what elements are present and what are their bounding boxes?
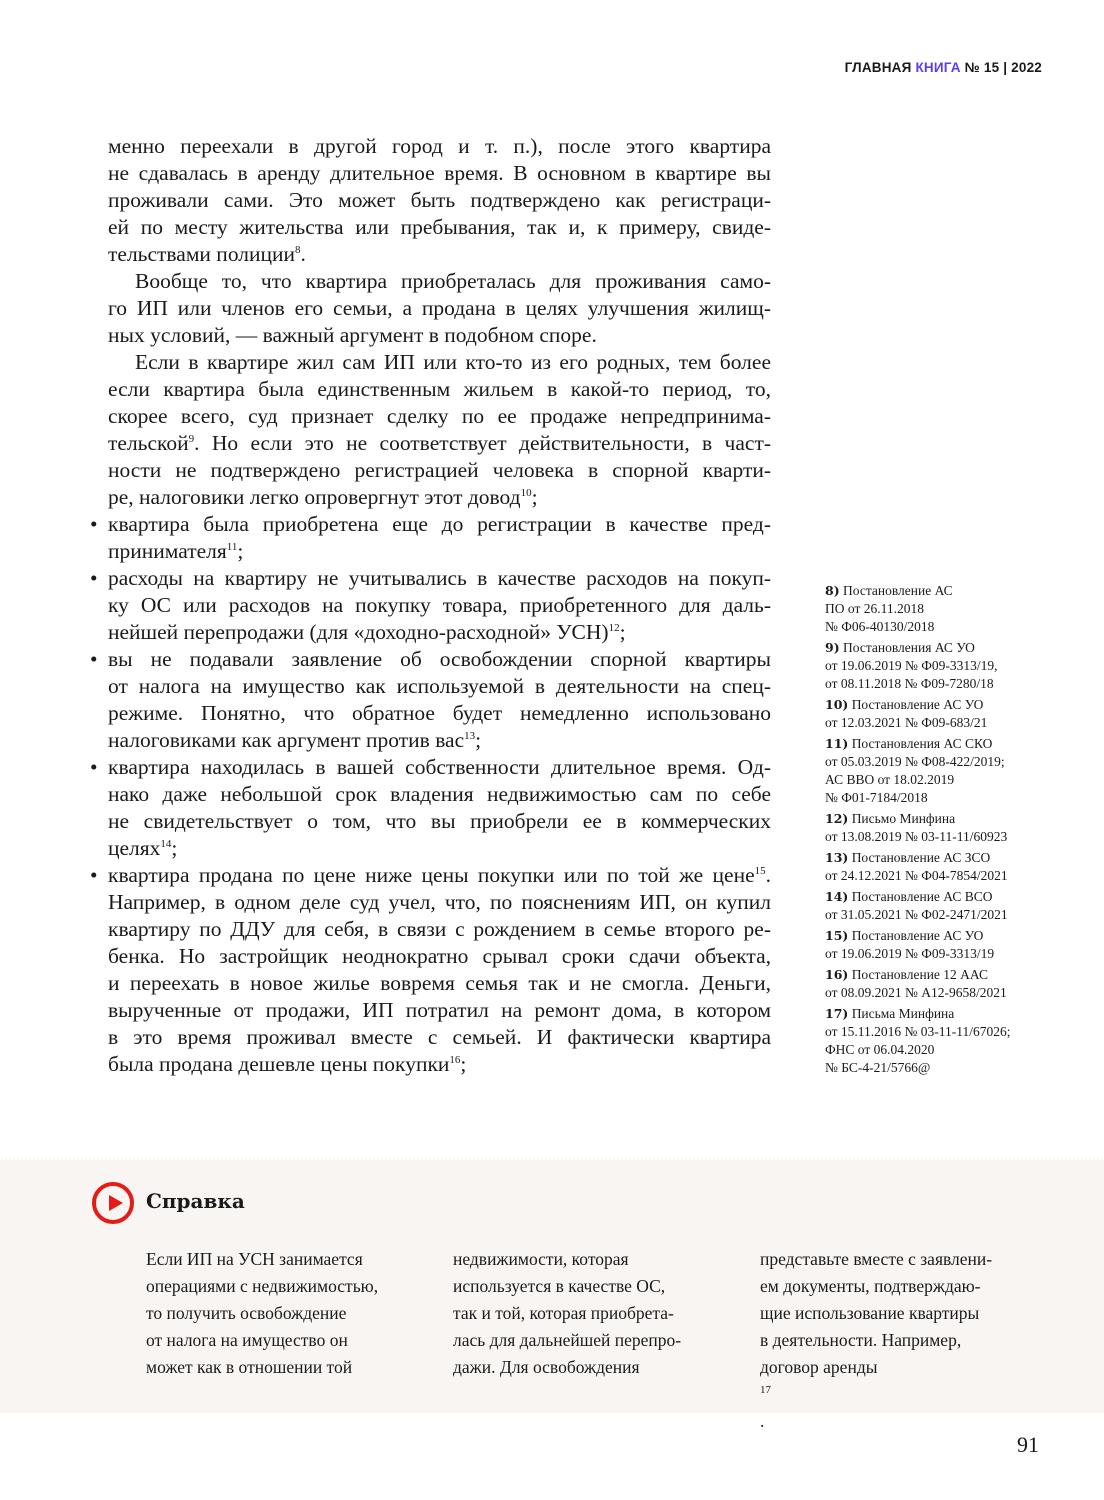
footnote-line — [825, 849, 1055, 867]
bullet-marker: • — [90, 755, 98, 779]
text-line — [108, 781, 771, 808]
box-line-text: представьте вместе с заявлени- — [760, 1249, 993, 1269]
footnote-line — [825, 1059, 1055, 1077]
text-line — [108, 970, 771, 997]
line-text: квартиру по ДДУ для себя, в связи с рождением в семье второго ре- — [108, 917, 771, 941]
bullet-marker: • — [90, 647, 98, 671]
line-text: квартира находилась в вашей собственности длительное время. Од- — [108, 755, 771, 779]
line-text: Если в квартире жил сам ИП или кто-то из его родных, тем более — [135, 350, 771, 374]
brand-kniga: КНИГА — [915, 60, 961, 75]
footnote-line — [825, 1041, 1055, 1059]
box-line-text: может как в отношении той — [146, 1357, 353, 1377]
text-line — [108, 295, 771, 322]
text-line — [108, 538, 771, 565]
box-line — [453, 1327, 733, 1354]
box-line-text: лась для дальнейшей перепро- — [453, 1330, 682, 1350]
footnote — [825, 735, 1055, 807]
footnote-line — [825, 735, 1055, 753]
footnote-number: 12) — [825, 811, 849, 826]
box-line-text: от налога на имущество он — [146, 1330, 348, 1350]
line-text: квартира продана по цене ниже цены покупки или по той же цене — [108, 863, 755, 887]
line-text: вы не подавали заявление об освобождении спорной квартиры — [108, 647, 771, 671]
line-text: ку ОС или расходов на покупку товара, приобретенного для даль- — [108, 593, 771, 617]
box-line — [760, 1273, 1040, 1300]
text-line — [108, 457, 771, 484]
footnote-line — [825, 828, 1055, 846]
footnote-line — [825, 984, 1055, 1002]
line-text: налоговиками как аргумент против вас — [108, 728, 465, 752]
footnote — [825, 696, 1055, 732]
footnote-line — [825, 945, 1055, 963]
line-text: ных условий, — важный аргумент в подобном споре. — [108, 323, 597, 347]
line-text-after: . Но если это не соответствует действительности, в част- — [194, 431, 771, 455]
box-line — [146, 1246, 426, 1273]
footnote-number: 16) — [825, 967, 849, 982]
text-line — [90, 862, 771, 889]
line-text: в это время проживал вместе с семьей. И фактически квартира — [108, 1025, 771, 1049]
line-text: от налога на имущество как используемой в деятельности на спец- — [108, 674, 771, 698]
footnote-line — [825, 753, 1055, 771]
line-text: была продана дешевле цены покупки — [108, 1052, 450, 1076]
footnote-line — [825, 600, 1055, 618]
line-text: не свидетельствует о том, что вы приобрели ее в коммерческих — [108, 809, 771, 833]
text-line — [90, 646, 771, 673]
footnote-number: 9) — [825, 640, 840, 655]
line-text: и переехать в новое жилье вовремя семья так и не смогла. Деньги, — [108, 971, 771, 995]
footnote — [825, 810, 1055, 846]
text-line — [108, 700, 771, 727]
bullet-item — [90, 862, 771, 1078]
page-number: 91 — [1017, 1432, 1039, 1457]
line-text: режиме. Понятно, что обратное будет немедленно использовано — [108, 701, 771, 725]
footnote-line — [825, 639, 1055, 657]
line-text: принимателя — [108, 539, 227, 563]
bullet-marker: • — [90, 863, 98, 887]
line-text-after: ; — [619, 620, 626, 644]
footnote-line — [825, 1005, 1055, 1023]
footnote-text: Постановления АС СКО — [848, 736, 993, 751]
line-text: нако даже небольшой срок владения недвижимостью сам по себе — [108, 782, 771, 806]
footnote-text: Постановления АС УО — [839, 640, 975, 655]
line-text-after: . — [765, 863, 771, 887]
line-text-after: ; — [475, 728, 482, 752]
box-line — [760, 1246, 1040, 1273]
line-text: вырученные от продажи, ИП потратил на ремонт дома, в котором — [108, 998, 771, 1022]
footnote-ref: 16 — [449, 1054, 461, 1066]
box-line-text: щие использование квартиры — [760, 1303, 980, 1323]
text-line — [108, 133, 771, 160]
footnote-text: от 19.06.2019 № Ф09-3313/19, — [825, 658, 998, 673]
footnote-text: ФНС от 06.04.2020 — [825, 1042, 935, 1057]
footnote-text: от 19.06.2019 № Ф09-3313/19 — [825, 946, 995, 961]
footnote-text: Постановление АС УО — [848, 928, 984, 943]
box-line — [453, 1354, 733, 1381]
paragraph — [108, 349, 771, 511]
footnote-ref: 9 — [188, 433, 195, 445]
box-line-text: договор аренды — [760, 1357, 878, 1377]
line-text-after: ; — [531, 485, 538, 509]
box-column — [453, 1246, 733, 1381]
text-line — [108, 403, 771, 430]
box-column — [760, 1246, 1040, 1435]
footnote-line — [825, 675, 1055, 693]
footnote — [825, 966, 1055, 1002]
box-line — [453, 1300, 733, 1327]
text-line — [108, 376, 771, 403]
footnote-ref: 11 — [226, 541, 238, 553]
footnote-text: Постановление АС ЗСО — [848, 850, 991, 865]
footnote-ref: 12 — [608, 622, 620, 634]
footnote-number: 8) — [825, 583, 840, 598]
text-line — [108, 349, 771, 376]
box-line-text: дажи. Для освобождения — [453, 1357, 640, 1377]
text-line — [108, 1024, 771, 1051]
issue-number: № 15 | 2022 — [960, 60, 1042, 75]
box-line — [453, 1273, 733, 1300]
box-line-text: так и той, которая приобрета- — [453, 1303, 674, 1323]
line-text-after: . — [300, 242, 306, 266]
paragraph — [108, 133, 771, 268]
text-line — [108, 160, 771, 187]
line-text: проживали сами. Это может быть подтверждено как регистраци- — [108, 188, 771, 212]
play-circle-icon — [92, 1182, 134, 1224]
line-text-after: ; — [237, 539, 244, 563]
footnote-line — [825, 696, 1055, 714]
footnote-line — [825, 927, 1055, 945]
line-text: Например, в одном деле суд учел, что, по пояснениям ИП, он купил — [108, 890, 771, 914]
text-line — [108, 889, 771, 916]
box-line-text: в деятельности. Например, — [760, 1330, 962, 1350]
bullet-item — [90, 565, 771, 646]
footnote-ref: 10 — [520, 487, 532, 499]
footnote-text: Постановление АС — [839, 583, 953, 598]
brand-glavnaya: ГЛАВНАЯ — [844, 60, 916, 75]
footnote-number: 10) — [825, 697, 849, 712]
footnote-text: № БС-4-21/5766@ — [825, 1060, 931, 1075]
box-line — [760, 1354, 1040, 1435]
footnote-line — [825, 867, 1055, 885]
footnote-text: АС ВВО от 18.02.2019 — [825, 772, 955, 787]
line-text: квартира была приобретена еще до регистрации в качестве пред- — [108, 512, 771, 536]
text-line — [108, 484, 771, 511]
text-line — [108, 916, 771, 943]
footnote-text: от 08.09.2021 № А12-9658/2021 — [825, 985, 1007, 1000]
line-text: Вообще то, что квартира приобреталась для проживания само- — [135, 269, 771, 293]
line-text: тельской — [108, 431, 189, 455]
footnote — [825, 849, 1055, 885]
box-line-text: Если ИП на УСН занимается — [146, 1249, 363, 1269]
footnote-text: № Ф06-40130/2018 — [825, 619, 935, 634]
text-line — [108, 673, 771, 700]
text-line — [108, 1051, 771, 1078]
box-line — [146, 1300, 426, 1327]
bullet-marker: • — [90, 512, 98, 536]
line-text: тельствами полиции — [108, 242, 296, 266]
line-text: расходы на квартиру не учитывались в качестве расходов на покуп- — [108, 566, 771, 590]
bullet-marker: • — [90, 566, 98, 590]
footnote-number: 15) — [825, 928, 849, 943]
footnotes — [825, 582, 1055, 1080]
text-line — [90, 511, 771, 538]
footnote-line — [825, 888, 1055, 906]
line-text-after: ; — [171, 836, 178, 860]
footnote-text: Письмо Минфина — [848, 811, 956, 826]
footnote-line — [825, 810, 1055, 828]
line-text: ре, налоговики легко опровергнут этот довод — [108, 485, 521, 509]
text-line — [108, 808, 771, 835]
footnote-text: от 05.03.2019 № Ф08-422/2019; — [825, 754, 1005, 769]
box-line-text: используется в качестве ОС, — [453, 1276, 666, 1296]
text-line — [108, 241, 771, 268]
footnote-text: № Ф01-7184/2018 — [825, 790, 928, 805]
line-text: ей по месту жительства или пребывания, так и, к примеру, свиде- — [108, 215, 771, 239]
footnote-text: от 15.11.2016 № 03-11-11/67026; — [825, 1024, 1011, 1039]
footnote-ref: 13 — [464, 730, 476, 742]
text-line — [108, 592, 771, 619]
line-text: целях — [108, 836, 161, 860]
text-line — [108, 943, 771, 970]
footnote-line — [825, 771, 1055, 789]
footnote-ref: 14 — [160, 838, 172, 850]
footnote-line — [825, 714, 1055, 732]
text-line — [108, 727, 771, 754]
line-text: если квартира была единственным жильем в какой-то период, то, — [108, 377, 771, 401]
text-line — [108, 214, 771, 241]
footnote-text: от 12.03.2021 № Ф09-683/21 — [825, 715, 988, 730]
running-header — [845, 60, 1042, 75]
footnote-number: 17) — [825, 1006, 849, 1021]
text-line — [90, 754, 771, 781]
footnote-text: от 24.12.2021 № Ф04-7854/2021 — [825, 868, 1008, 883]
box-line — [760, 1327, 1040, 1354]
footnote-line — [825, 618, 1055, 636]
footnote-text: Постановление АС УО — [848, 697, 984, 712]
line-text: го ИП или членов его семьи, а продана в целях улучшения жилищ- — [108, 296, 771, 320]
main-text — [90, 133, 771, 1078]
line-text: бенка. Но застройщик неоднократно срывал сроки сдачи объекта, — [108, 944, 771, 968]
footnote-ref: 17 — [760, 1384, 771, 1396]
footnote-text: Письма Минфина — [848, 1006, 955, 1021]
box-column — [146, 1246, 426, 1381]
text-line — [108, 997, 771, 1024]
footnote-text: от 08.11.2018 № Ф09-7280/18 — [825, 676, 994, 691]
footnote-number: 14) — [825, 889, 849, 904]
box-line — [453, 1246, 733, 1273]
bullet-item — [90, 646, 771, 754]
footnote-text: от 31.05.2021 № Ф02-2471/2021 — [825, 907, 1008, 922]
box-line — [146, 1354, 426, 1381]
footnote — [825, 888, 1055, 924]
text-line — [108, 187, 771, 214]
footnote-line — [825, 906, 1055, 924]
footnote-line — [825, 657, 1055, 675]
box-line-text: недвижимости, которая — [453, 1249, 629, 1269]
line-text: ности не подтверждено регистрацией человека в спорной кварти- — [108, 458, 771, 482]
footnote-text: от 13.08.2019 № 03-11-11/60923 — [825, 829, 1008, 844]
footnote-text: Постановление АС ВСО — [848, 889, 993, 904]
text-line — [108, 268, 771, 295]
text-line — [108, 619, 771, 646]
text-line — [90, 565, 771, 592]
line-text: не сдавалась в аренду длительное время. В основном в квартире вы — [108, 161, 771, 185]
paragraph — [108, 268, 771, 349]
box-line — [760, 1300, 1040, 1327]
footnote-line — [825, 789, 1055, 807]
box-line-text: операциями с недвижимостью, — [146, 1276, 379, 1296]
line-text: скорее всего, суд признает сделку по ее продаже непредпринима- — [108, 404, 771, 428]
line-text: нейшей перепродажи (для «доходно-расходной» УСН) — [108, 620, 609, 644]
line-text-after: ; — [460, 1052, 467, 1076]
footnote-ref: 15 — [754, 865, 766, 877]
footnote-text: ПО от 26.11.2018 — [825, 601, 924, 616]
box-line-text: ем документы, подтверждаю- — [760, 1276, 981, 1296]
text-line — [108, 430, 771, 457]
footnote — [825, 1005, 1055, 1077]
footnote — [825, 639, 1055, 693]
footnote-text: Постановление 12 ААС — [848, 967, 988, 982]
footnote — [825, 927, 1055, 963]
footnote-number: 11) — [825, 736, 849, 751]
text-line — [108, 322, 771, 349]
footnote-line — [825, 966, 1055, 984]
box-line-text: то получить освобождение — [146, 1303, 347, 1323]
bullet-item — [90, 754, 771, 862]
footnote-line — [825, 582, 1055, 600]
box-line-after: . — [760, 1411, 765, 1431]
box-line — [146, 1273, 426, 1300]
bullet-item — [90, 511, 771, 565]
text-line — [108, 835, 771, 862]
footnote-line — [825, 1023, 1055, 1041]
box-title: Справка — [146, 1189, 245, 1213]
footnote-ref: 8 — [295, 244, 301, 256]
line-text: менно переехали в другой город и т. п.), после этого квартира — [108, 134, 771, 158]
footnote-number: 13) — [825, 850, 849, 865]
box-line — [146, 1327, 426, 1354]
footnote — [825, 582, 1055, 636]
